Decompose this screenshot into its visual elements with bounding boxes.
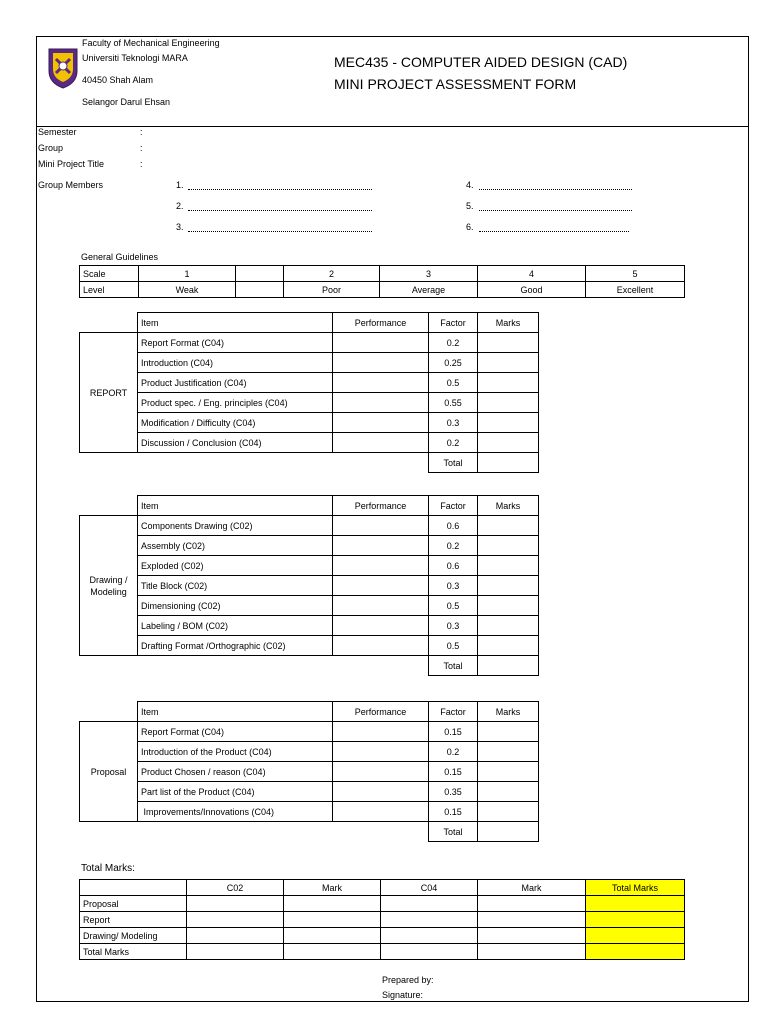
co2-mark-header: Mark (284, 880, 381, 896)
summary-cell[interactable] (478, 912, 586, 928)
drawing-label-line2: Modeling (90, 586, 127, 597)
summary-cell[interactable] (187, 928, 284, 944)
group-label: Group (38, 143, 64, 153)
summary-cell[interactable] (284, 944, 381, 960)
scale-2: 2 (284, 266, 380, 282)
report-marks-header: Marks (478, 313, 539, 333)
proposal-factor: 0.35 (429, 782, 478, 802)
member-1-line[interactable] (188, 189, 372, 190)
report-performance-cell[interactable] (333, 353, 429, 373)
report-marks-cell[interactable] (478, 353, 539, 373)
report-performance-cell[interactable] (333, 433, 429, 453)
summary-total-cell[interactable] (586, 896, 685, 912)
proposal-total-label: Total (429, 822, 478, 842)
summary-total-cell[interactable] (586, 928, 685, 944)
drawing-performance-cell[interactable] (333, 556, 429, 576)
proposal-performance-header: Performance (333, 702, 429, 722)
project-title-label: Mini Project Title (38, 159, 105, 169)
total-marks-table (79, 879, 685, 960)
drawing-marks-cell[interactable] (478, 576, 539, 596)
drawing-marks-cell[interactable] (478, 536, 539, 556)
drawing-marks-header: Marks (478, 496, 539, 516)
summary-cell[interactable] (381, 944, 478, 960)
header-divider (36, 126, 749, 127)
report-marks-cell[interactable] (478, 413, 539, 433)
summary-cell[interactable] (284, 928, 381, 944)
proposal-factor: 0.15 (429, 762, 478, 782)
report-marks-cell[interactable] (478, 393, 539, 413)
proposal-marks-header: Marks (478, 702, 539, 722)
member-1-number: 1. (176, 180, 184, 190)
report-performance-cell[interactable] (333, 393, 429, 413)
level-good: Good (478, 282, 586, 298)
drawing-factor: 0.6 (429, 516, 478, 536)
summary-cell[interactable] (478, 896, 586, 912)
drawing-performance-cell[interactable] (333, 576, 429, 596)
total-marks-header: Total Marks (586, 880, 685, 896)
report-performance-cell[interactable] (333, 413, 429, 433)
summary-cell[interactable] (187, 896, 284, 912)
summary-cell[interactable] (187, 912, 284, 928)
drawing-factor: 0.6 (429, 556, 478, 576)
drawing-performance-cell[interactable] (333, 636, 429, 656)
member-6-line[interactable] (479, 231, 629, 232)
proposal-marks-cell[interactable] (478, 802, 539, 822)
member-4-number: 4. (466, 180, 474, 190)
scale-5: 5 (586, 266, 685, 282)
form-title-line2: MINI PROJECT ASSESSMENT FORM (334, 76, 577, 92)
report-factor: 0.3 (429, 413, 478, 433)
report-factor: 0.25 (429, 353, 478, 373)
co4-header: C04 (381, 880, 478, 896)
member-3-line[interactable] (188, 231, 372, 232)
drawing-total-cell[interactable] (478, 656, 539, 676)
report-section-label: REPORT (80, 333, 138, 453)
co2-header: C02 (187, 880, 284, 896)
summary-row-label: Drawing/ Modeling (80, 928, 187, 944)
report-performance-cell[interactable] (333, 373, 429, 393)
drawing-performance-cell[interactable] (333, 596, 429, 616)
report-total-label: Total (429, 453, 478, 473)
drawing-factor: 0.3 (429, 616, 478, 636)
guidelines-table (79, 265, 685, 298)
proposal-factor: 0.2 (429, 742, 478, 762)
drawing-marks-cell[interactable] (478, 516, 539, 536)
drawing-item: Exploded (C02) (138, 556, 333, 576)
signature-label: Signature: (382, 990, 424, 1000)
project-title-colon: : (140, 159, 143, 169)
report-total-cell[interactable] (478, 453, 539, 473)
proposal-factor: 0.15 (429, 802, 478, 822)
uitm-crest-icon (47, 47, 79, 89)
drawing-item: Drafting Format /Orthographic (C02) (138, 636, 333, 656)
summary-total-cell[interactable] (586, 912, 685, 928)
report-item: Report Format (C04) (138, 333, 333, 353)
proposal-performance-cell[interactable] (333, 742, 429, 762)
level-weak: Weak (139, 282, 236, 298)
report-marks-cell[interactable] (478, 433, 539, 453)
summary-cell[interactable] (478, 928, 586, 944)
member-5-number: 5. (466, 201, 474, 211)
drawing-marks-cell[interactable] (478, 636, 539, 656)
scale-4: 4 (478, 266, 586, 282)
semester-label: Semester (38, 127, 77, 137)
proposal-performance-cell[interactable] (333, 722, 429, 742)
prepared-by-label: Prepared by: (382, 975, 434, 985)
drawing-factor: 0.5 (429, 636, 478, 656)
drawing-performance-cell[interactable] (333, 536, 429, 556)
proposal-marks-cell[interactable] (478, 742, 539, 762)
report-item: Product spec. / Eng. principles (C04) (138, 393, 333, 413)
drawing-factor: 0.3 (429, 576, 478, 596)
member-4-line[interactable] (479, 189, 632, 190)
proposal-factor: 0.15 (429, 722, 478, 742)
drawing-item-header: Item (138, 496, 333, 516)
guidelines-heading: General Guidelines (81, 252, 159, 262)
drawing-section-label (80, 516, 138, 656)
drawing-item: Components Drawing (C02) (138, 516, 333, 536)
report-factor: 0.2 (429, 333, 478, 353)
co4-mark-header: Mark (478, 880, 586, 896)
member-5-line[interactable] (479, 210, 632, 211)
scale-3: 3 (380, 266, 478, 282)
drawing-total-label: Total (429, 656, 478, 676)
drawing-label-line1: Drawing / (89, 574, 128, 585)
report-marks-cell[interactable] (478, 333, 539, 353)
proposal-total-cell[interactable] (478, 822, 539, 842)
proposal-performance-cell[interactable] (333, 802, 429, 822)
summary-row-label: Proposal (80, 896, 187, 912)
report-performance-cell[interactable] (333, 333, 429, 353)
university-name: Universiti Teknologi MARA (82, 53, 188, 63)
member-3-number: 3. (176, 222, 184, 232)
proposal-section-label: Proposal (80, 722, 138, 822)
report-factor: 0.55 (429, 393, 478, 413)
proposal-item: Introduction of the Product (C04) (138, 742, 333, 762)
drawing-performance-header: Performance (333, 496, 429, 516)
report-item: Discussion / Conclusion (C04) (138, 433, 333, 453)
scale-label: Scale (80, 266, 139, 282)
level-poor: Poor (284, 282, 380, 298)
report-item-header: Item (138, 313, 333, 333)
report-factor: 0.2 (429, 433, 478, 453)
faculty-name: Faculty of Mechanical Engineering (82, 38, 220, 48)
proposal-marks-cell[interactable] (478, 782, 539, 802)
member-2-number: 2. (176, 201, 184, 211)
scale-1: 1 (139, 266, 236, 282)
proposal-table (79, 701, 539, 842)
report-item: Modification / Difficulty (C04) (138, 413, 333, 433)
report-performance-header: Performance (333, 313, 429, 333)
level-average: Average (380, 282, 478, 298)
summary-cell[interactable] (284, 912, 381, 928)
drawing-item: Labeling / BOM (C02) (138, 616, 333, 636)
drawing-item: Title Block (C02) (138, 576, 333, 596)
proposal-factor-header: Factor (429, 702, 478, 722)
summary-cell[interactable] (187, 944, 284, 960)
drawing-item: Dimensioning (C02) (138, 596, 333, 616)
state-name: Selangor Darul Ehsan (82, 97, 171, 107)
postcode-city: 40450 Shah Alam (82, 75, 154, 85)
drawing-factor-header: Factor (429, 496, 478, 516)
summary-cell[interactable] (284, 896, 381, 912)
level-excellent: Excellent (586, 282, 685, 298)
report-table (79, 312, 539, 473)
drawing-marks-cell[interactable] (478, 556, 539, 576)
summary-cell[interactable] (381, 912, 478, 928)
proposal-item-header: Item (138, 702, 333, 722)
proposal-item: Report Format (C04) (138, 722, 333, 742)
proposal-performance-cell[interactable] (333, 782, 429, 802)
member-2-line[interactable] (188, 210, 372, 211)
summary-cell[interactable] (381, 896, 478, 912)
summary-row-label: Total Marks (80, 944, 187, 960)
drawing-marks-cell[interactable] (478, 596, 539, 616)
report-factor: 0.5 (429, 373, 478, 393)
report-factor-header: Factor (429, 313, 478, 333)
summary-total-cell[interactable] (586, 944, 685, 960)
drawing-performance-cell[interactable] (333, 616, 429, 636)
report-item: Introduction (C04) (138, 353, 333, 373)
form-title-line1: MEC435 - COMPUTER AIDED DESIGN (CAD) (334, 54, 628, 70)
drawing-performance-cell[interactable] (333, 516, 429, 536)
drawing-table (79, 495, 539, 676)
proposal-item: Improvements/Innovations (C04) (138, 802, 333, 822)
summary-cell[interactable] (381, 928, 478, 944)
report-marks-cell[interactable] (478, 373, 539, 393)
drawing-factor: 0.5 (429, 596, 478, 616)
group-members-label: Group Members (38, 180, 104, 190)
proposal-marks-cell[interactable] (478, 722, 539, 742)
drawing-marks-cell[interactable] (478, 616, 539, 636)
drawing-factor: 0.2 (429, 536, 478, 556)
total-marks-heading: Total Marks: (81, 863, 135, 874)
proposal-item: Part list of the Product (C04) (138, 782, 333, 802)
group-colon: : (140, 143, 143, 153)
summary-cell[interactable] (478, 944, 586, 960)
level-label: Level (80, 282, 139, 298)
member-6-number: 6. (466, 222, 474, 232)
report-item: Product Justification (C04) (138, 373, 333, 393)
drawing-item: Assembly (C02) (138, 536, 333, 556)
summary-row-label: Report (80, 912, 187, 928)
proposal-item: Product Chosen / reason (C04) (138, 762, 333, 782)
proposal-performance-cell[interactable] (333, 762, 429, 782)
semester-colon: : (140, 127, 143, 137)
proposal-marks-cell[interactable] (478, 762, 539, 782)
